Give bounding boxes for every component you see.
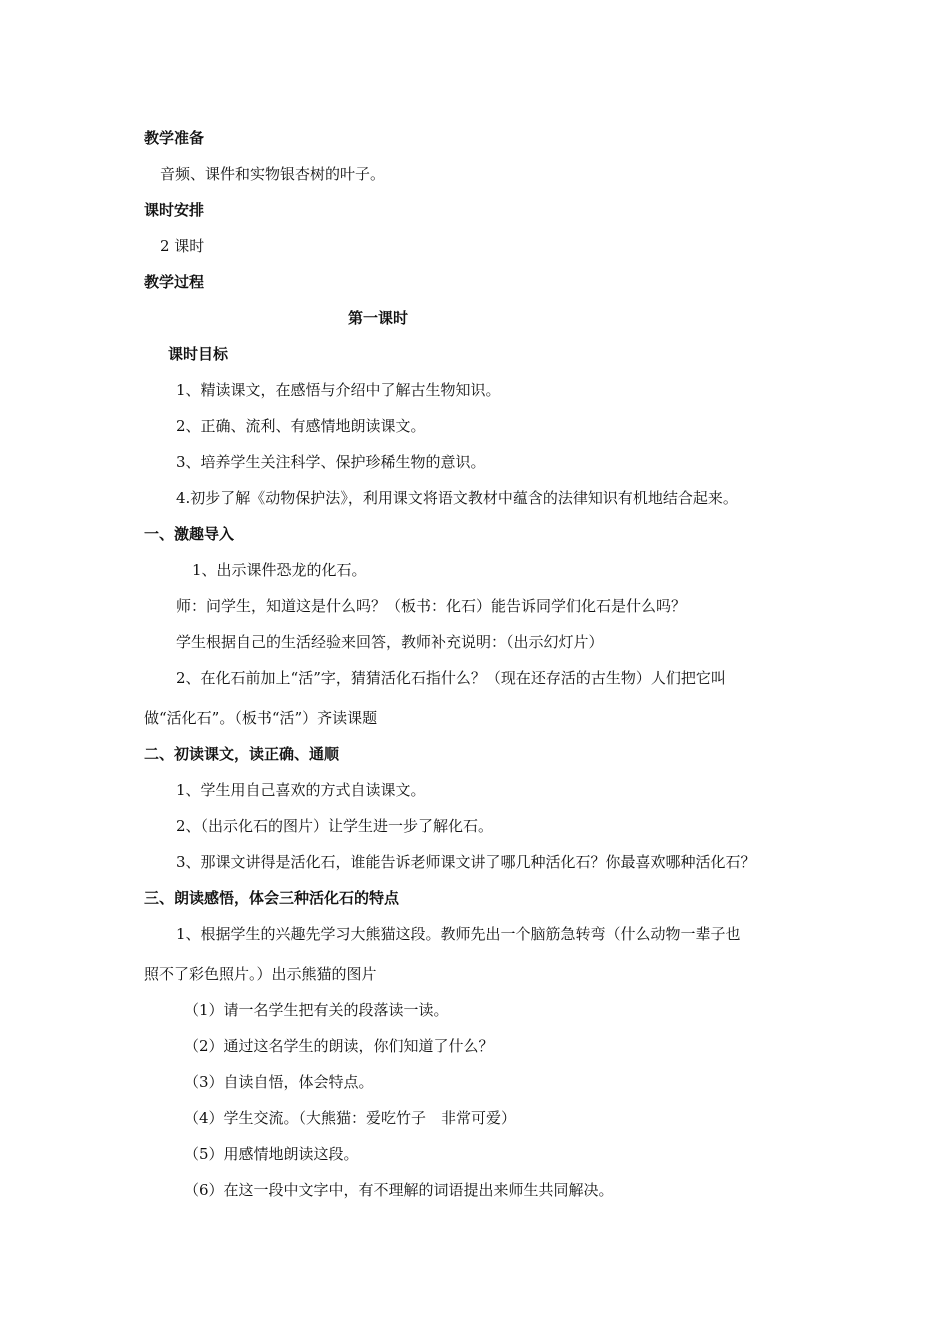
lesson-title: 第一课时 <box>347 309 408 327</box>
goal-item: 4.初步了解《动物保护法》，利用课文将语文教材中蕴含的法律知识有机地结合起来。 <box>176 489 738 507</box>
part3-line: （3）自读自悟，体会特点。 <box>184 1073 374 1091</box>
part3-line: （5）用感情地朗读这段。 <box>184 1145 359 1163</box>
part3-line: （2）通过这名学生的朗读，你们知道了什么？ <box>184 1037 494 1055</box>
part3-line: 照不了彩色照片。）出示熊猫的图片 <box>144 965 377 983</box>
goal-item: 2、正确、流利、有感情地朗读课文。 <box>176 417 426 435</box>
part1-title: 一、激趣导入 <box>144 525 235 543</box>
part3-line: 1、根据学生的兴趣先学习大熊猫这段。教师先出一个脑筋急转弯（什么动物一辈子也 <box>176 925 741 943</box>
part1-line: 学生根据自己的生活经验来回答，教师补充说明：（出示幻灯片） <box>176 633 604 651</box>
part3-line: （1）请一名学生把有关的段落读一读。 <box>184 1001 449 1019</box>
part1-line: 1、出示课件恐龙的化石。 <box>192 561 367 579</box>
section-title-schedule: 课时安排 <box>144 201 205 219</box>
part2-line: 2、（出示化石的图片）让学生进一步了解化石。 <box>176 817 494 835</box>
part2-line: 1、学生用自己喜欢的方式自读课文。 <box>176 781 426 799</box>
part2-line: 3、那课文讲得是活化石，谁能告诉老师课文讲了哪几种活化石？你最喜欢哪种活化石？ <box>176 853 756 871</box>
schedule-text: 2 课时 <box>160 237 205 255</box>
goal-item: 3、培养学生关注科学、保护珍稀生物的意识。 <box>176 453 486 471</box>
part3-title: 三、朗读感悟，体会三种活化石的特点 <box>144 889 400 907</box>
part2-title: 二、初读课文，读正确、通顺 <box>144 745 340 763</box>
section-title-process: 教学过程 <box>144 273 205 291</box>
goal-item: 1、精读课文，在感悟与介绍中了解古生物知识。 <box>176 381 501 399</box>
part3-line: （4）学生交流。（大熊猫：爱吃竹子 非常可爱） <box>184 1109 517 1127</box>
goals-title: 课时目标 <box>168 345 229 363</box>
part1-line: 师：问学生，知道这是什么吗？（板书：化石）能告诉同学们化石是什么吗？ <box>176 597 687 615</box>
part1-line: 2、在化石前加上“活”字，猜猜活化石指什么？（现在还存活的古生物）人们把它叫 <box>176 669 726 687</box>
part3-line: （6）在这一段中文字中，有不理解的词语提出来师生共同解决。 <box>184 1181 614 1199</box>
section-title-prep: 教学准备 <box>144 129 205 147</box>
prep-text: 音频、课件和实物银杏树的叶子。 <box>160 165 386 183</box>
part1-line: 做“活化石”。（板书“活”）齐读课题 <box>144 709 378 727</box>
